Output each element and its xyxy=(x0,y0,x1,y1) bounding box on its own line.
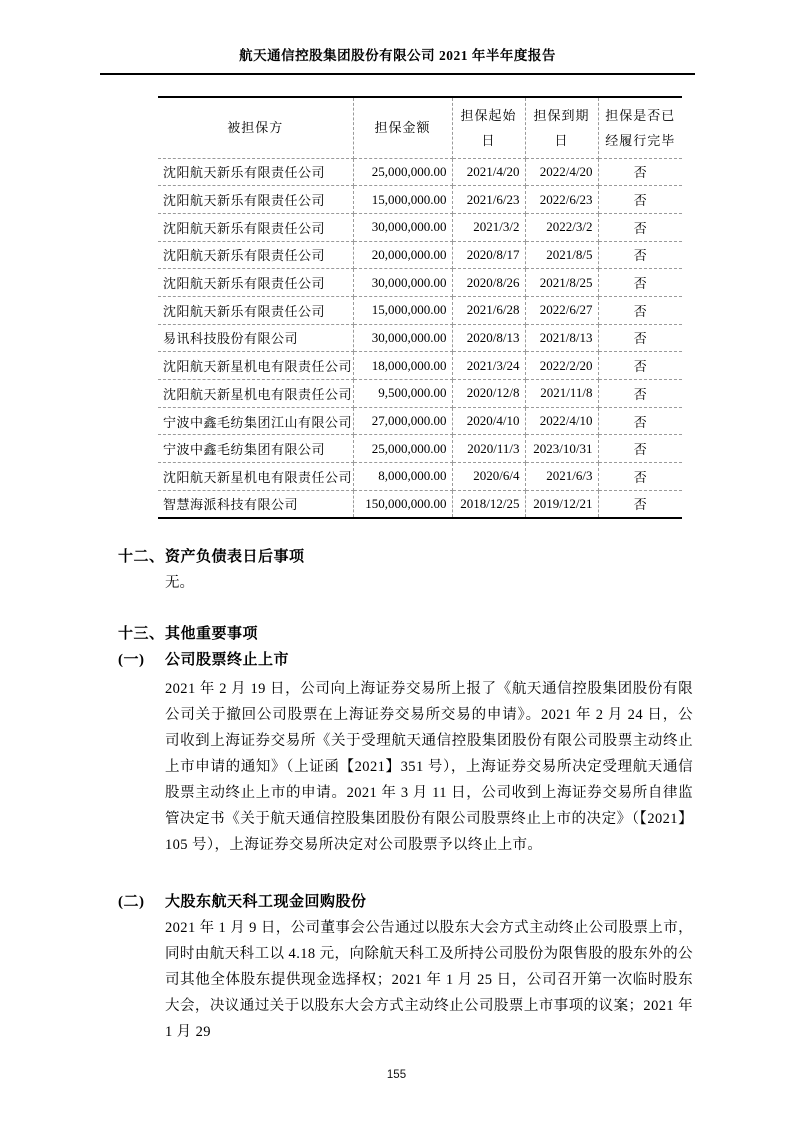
guaranteed-party-cell: 沈阳航天新星机电有限责任公司 xyxy=(158,352,353,380)
guarantee-amount-cell: 30,000,000.00 xyxy=(353,324,452,352)
header-row xyxy=(158,97,682,158)
guarantee-amount-cell: 9,500,000.00 xyxy=(353,380,452,408)
subsection-1-heading xyxy=(118,648,693,669)
start-date-cell: 2021/4/20 xyxy=(452,158,525,186)
end-date-cell: 2022/4/20 xyxy=(525,158,598,186)
guarantee-amount-cell: 27,000,000.00 xyxy=(353,407,452,435)
fulfilled-cell: 否 xyxy=(598,158,682,186)
table-row xyxy=(158,324,682,352)
section-13-heading xyxy=(118,622,693,643)
guaranteed-party-cell: 宁波中鑫毛纺集团有限公司 xyxy=(158,435,353,463)
end-date-cell: 2021/8/5 xyxy=(525,241,598,269)
guarantee-amount-cell: 25,000,000.00 xyxy=(353,158,452,186)
subsection-2-number: (二) xyxy=(118,894,145,910)
start-date-cell: 2020/6/4 xyxy=(452,463,525,491)
end-date-cell: 2019/12/21 xyxy=(525,490,598,518)
start-date-cell: 2020/8/26 xyxy=(452,269,525,297)
running-header xyxy=(100,44,695,75)
guarantee-amount-cell: 8,000,000.00 xyxy=(353,463,452,491)
table-row xyxy=(158,490,682,518)
column-header-fulfilled: 担保是否已经履行完毕 xyxy=(598,97,682,158)
column-header-guarantee-amount: 担保金额 xyxy=(353,97,452,158)
fulfilled-cell: 否 xyxy=(598,213,682,241)
section-13-number: 十三、 xyxy=(118,626,165,642)
page-number: 155 xyxy=(386,1069,407,1081)
table-row xyxy=(158,407,682,435)
guaranteed-party-cell: 沈阳航天新乐有限责任公司 xyxy=(158,213,353,241)
fulfilled-cell: 否 xyxy=(598,463,682,491)
subsection-2-title: 大股东航天科工现金回购股份 xyxy=(165,894,367,910)
end-date-cell: 2021/6/3 xyxy=(525,463,598,491)
end-date-cell: 2022/3/2 xyxy=(525,213,598,241)
guaranteed-party-cell: 沈阳航天新乐有限责任公司 xyxy=(158,241,353,269)
column-header-end-date: 担保到期日 xyxy=(525,97,598,158)
table-row xyxy=(158,352,682,380)
guarantee-amount-cell: 20,000,000.00 xyxy=(353,241,452,269)
fulfilled-cell: 否 xyxy=(598,241,682,269)
table-row xyxy=(158,380,682,408)
start-date-cell: 2021/3/2 xyxy=(452,213,525,241)
section-12-body: 无。 xyxy=(165,575,194,591)
report-title: 航天通信控股集团股份有限公司 2021 年半年度报告 xyxy=(239,48,556,63)
table-row xyxy=(158,241,682,269)
end-date-cell: 2021/8/13 xyxy=(525,324,598,352)
subsection-1-title: 公司股票终止上市 xyxy=(165,652,290,668)
fulfilled-cell: 否 xyxy=(598,352,682,380)
table-row xyxy=(158,435,682,463)
start-date-cell: 2021/3/24 xyxy=(452,352,525,380)
fulfilled-cell: 否 xyxy=(598,435,682,463)
start-date-cell: 2020/8/17 xyxy=(452,241,525,269)
end-date-cell: 2023/10/31 xyxy=(525,435,598,463)
section-13-title: 其他重要事项 xyxy=(165,626,259,642)
end-date-cell: 2022/6/27 xyxy=(525,296,598,324)
subsection-2-heading xyxy=(118,890,693,911)
guaranteed-party-cell: 智慧海派科技有限公司 xyxy=(158,490,353,518)
subsection-1-paragraph: 2021 年 2 月 19 日，公司向上海证券交易所上报了《航天通信控股集团股份有限公司关于撤回公司股票在上海证券交易所交易的申请》。2021 年 2 月 24 日，公司收到上海证券交易所《关于受理航天通信控股集团股份有限公司股票主动终止上市申请的通知》（上证函【2021】351 号），上海证券交易所决定受理航天通信股票主动终止上市的申请。2021 年 3 月 11 日，公司收到上海证券交易所自律监管决定书《关于航天通信控股集团股份有限公司股票终止上市的决定》（【2021】105 号），上海证券交易所决定对公司股票予以终止上市。 xyxy=(165,681,693,853)
end-date-cell: 2021/11/8 xyxy=(525,380,598,408)
start-date-cell: 2020/4/10 xyxy=(452,407,525,435)
guaranteed-party-cell: 宁波中鑫毛纺集团江山有限公司 xyxy=(158,407,353,435)
start-date-cell: 2020/11/3 xyxy=(452,435,525,463)
guaranteed-party-cell: 沈阳航天新乐有限责任公司 xyxy=(158,186,353,214)
fulfilled-cell: 否 xyxy=(598,407,682,435)
subsection-2-paragraph: 2021 年 1 月 9 日，公司董事会公告通过以股东大会方式主动终止公司股票上市，同时由航天科工以 4.18 元，向除航天科工及所持公司股份为限售股的股东外的公司其他全体股东提供现金选择权；2021 年 1 月 25 日，公司召开第一次临时股东大会，决议通过关于以股东大会方式主动终止公司股票上市事项的议案；2021 年 1 月 29 xyxy=(165,920,693,1040)
guaranteed-party-cell: 易讯科技股份有限公司 xyxy=(158,324,353,352)
guarantee-table-header xyxy=(158,97,682,158)
guarantee-amount-cell: 15,000,000.00 xyxy=(353,186,452,214)
guarantee-amount-cell: 30,000,000.00 xyxy=(353,269,452,297)
end-date-cell: 2021/8/25 xyxy=(525,269,598,297)
section-12-title: 资产负债表日后事项 xyxy=(165,549,305,565)
fulfilled-cell: 否 xyxy=(598,380,682,408)
guarantee-amount-cell: 150,000,000.00 xyxy=(353,490,452,518)
start-date-cell: 2020/8/13 xyxy=(452,324,525,352)
fulfilled-cell: 否 xyxy=(598,296,682,324)
start-date-cell: 2018/12/25 xyxy=(452,490,525,518)
table-row xyxy=(158,213,682,241)
start-date-cell: 2021/6/28 xyxy=(452,296,525,324)
table-row xyxy=(158,186,682,214)
table-row xyxy=(158,269,682,297)
fulfilled-cell: 否 xyxy=(598,269,682,297)
guarantee-amount-cell: 15,000,000.00 xyxy=(353,296,452,324)
table-row xyxy=(158,463,682,491)
section-12-heading xyxy=(118,545,693,566)
guarantee-amount-cell: 18,000,000.00 xyxy=(353,352,452,380)
start-date-cell: 2021/6/23 xyxy=(452,186,525,214)
guarantee-amount-cell: 30,000,000.00 xyxy=(353,213,452,241)
table-row xyxy=(158,158,682,186)
guarantee-amount-cell: 25,000,000.00 xyxy=(353,435,452,463)
guaranteed-party-cell: 沈阳航天新星机电有限责任公司 xyxy=(158,463,353,491)
subsection-1-number: (一) xyxy=(118,652,145,668)
fulfilled-cell: 否 xyxy=(598,186,682,214)
section-12-number: 十二、 xyxy=(118,549,165,565)
guarantee-table xyxy=(158,96,682,519)
guaranteed-party-cell: 沈阳航天新乐有限责任公司 xyxy=(158,158,353,186)
end-date-cell: 2022/4/10 xyxy=(525,407,598,435)
fulfilled-cell: 否 xyxy=(598,324,682,352)
end-date-cell: 2022/6/23 xyxy=(525,186,598,214)
guaranteed-party-cell: 沈阳航天新乐有限责任公司 xyxy=(158,269,353,297)
fulfilled-cell: 否 xyxy=(598,490,682,518)
column-header-guaranteed-party: 被担保方 xyxy=(158,97,353,158)
guaranteed-party-cell: 沈阳航天新星机电有限责任公司 xyxy=(158,380,353,408)
end-date-cell: 2022/2/20 xyxy=(525,352,598,380)
start-date-cell: 2020/12/8 xyxy=(452,380,525,408)
guarantee-table-body xyxy=(158,158,682,518)
guaranteed-party-cell: 沈阳航天新乐有限责任公司 xyxy=(158,296,353,324)
column-header-start-date: 担保起始日 xyxy=(452,97,525,158)
table-row xyxy=(158,296,682,324)
